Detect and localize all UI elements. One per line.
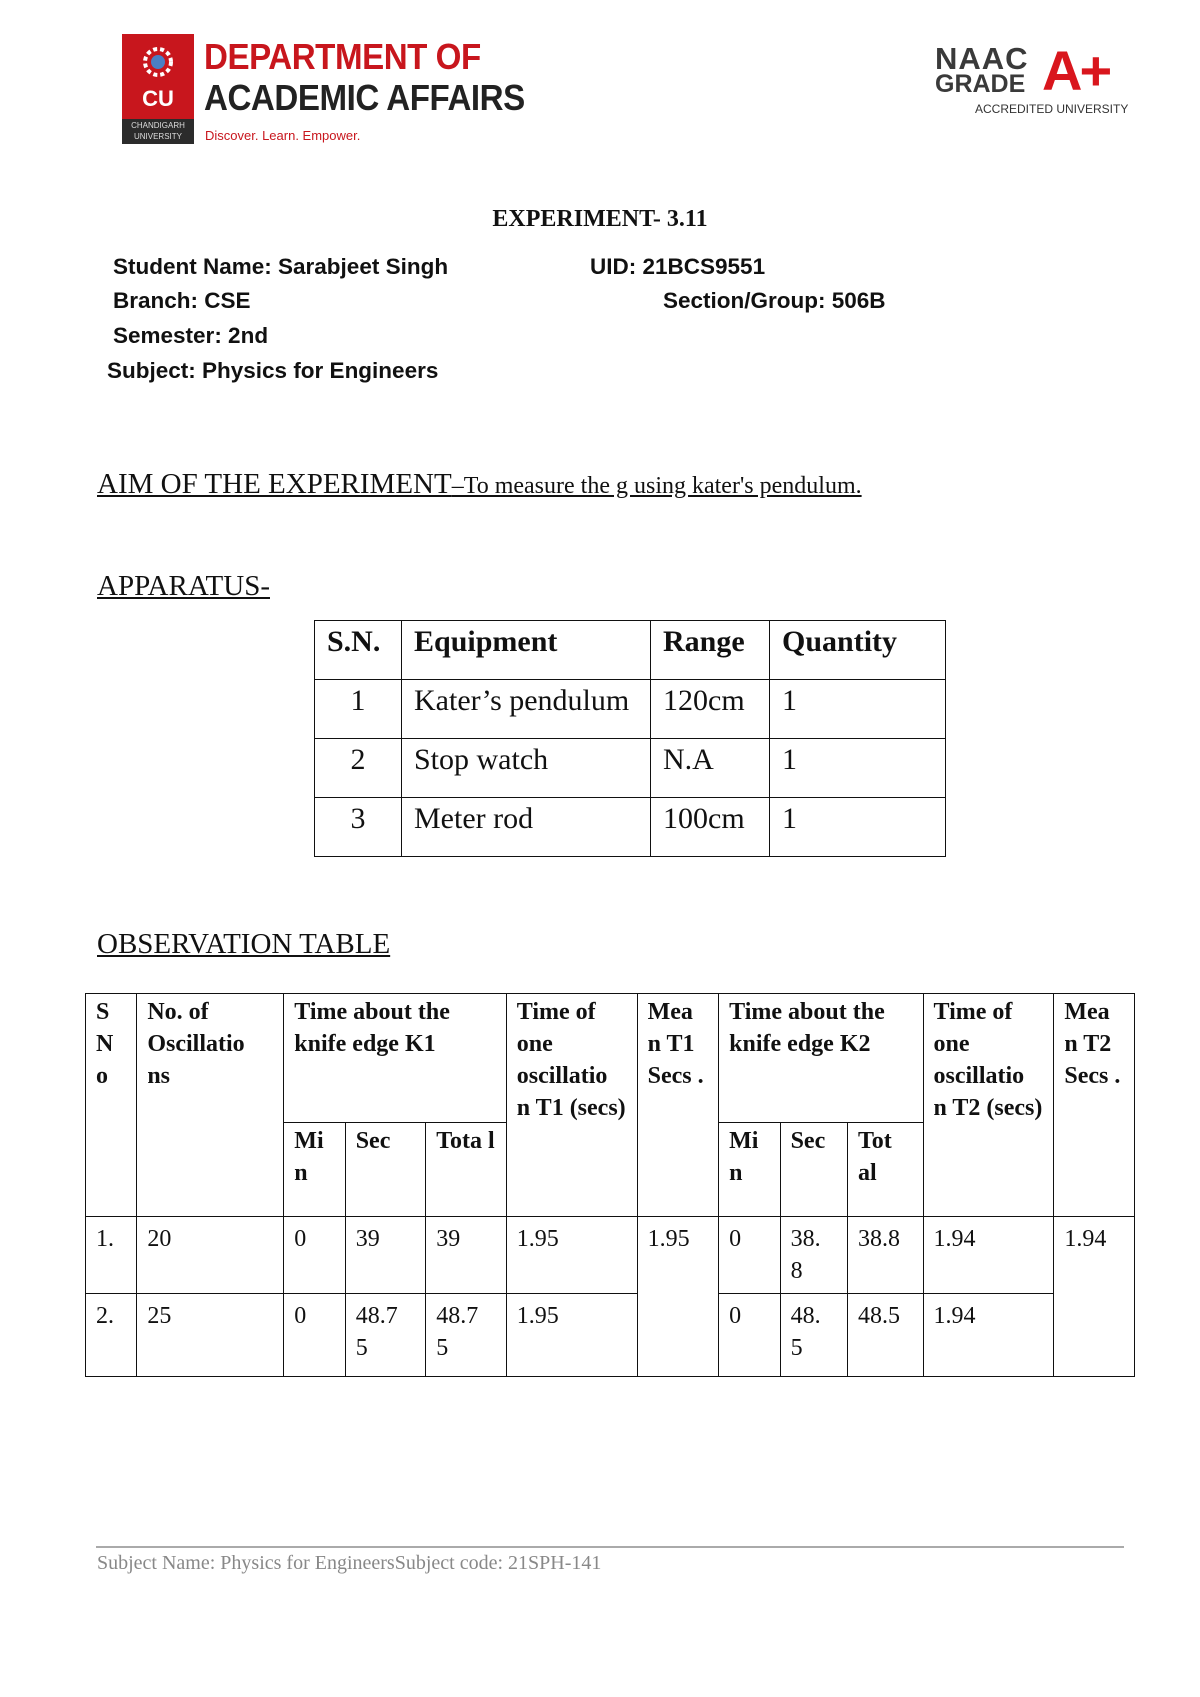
header-k1-total: Tota l — [426, 1123, 507, 1217]
cell-oscillations: 25 — [137, 1294, 284, 1377]
header-k2-min: Mi n — [719, 1123, 780, 1217]
student-uid: UID: 21BCS9551 — [590, 254, 766, 279]
cell-k1-min: 0 — [284, 1217, 345, 1294]
naac-accredited: ACCREDITED UNIVERSITY — [975, 102, 1129, 116]
cell-mean-t1: 1.95 — [637, 1217, 719, 1377]
cell-k2-sec: 38. 8 — [780, 1217, 847, 1294]
header-mean-t2: Mea n T2 Secs . — [1054, 994, 1135, 1217]
table-cell: 1 — [770, 680, 946, 739]
table-cell: N.A — [651, 739, 770, 798]
apparatus-header-row — [315, 621, 946, 680]
footer-divider — [96, 1546, 1124, 1548]
cell-k2-total: 48.5 — [848, 1294, 924, 1377]
table-row — [315, 680, 946, 739]
header-mean-t1: Mea n T1 Secs . — [637, 994, 719, 1217]
table-cell: 3 — [315, 798, 402, 857]
header-k1: Time about the knife edge K1 — [284, 994, 506, 1123]
experiment-title: EXPERIMENT- 3.11 — [492, 206, 708, 232]
column-header: Range — [651, 621, 770, 680]
student-section: Section/Group: 506B — [663, 288, 886, 313]
header-oscillations: No. of Oscillatio ns — [137, 994, 284, 1217]
cell-mean-t2: 1.94 — [1054, 1217, 1135, 1377]
department-title-line1: DEPARTMENT OF — [204, 36, 481, 77]
observation-header-row — [86, 994, 1135, 1123]
department-title — [204, 36, 525, 118]
header-k2-sec: Sec — [780, 1123, 847, 1217]
table-cell: 1 — [770, 739, 946, 798]
cell-k2-min: 0 — [719, 1294, 780, 1377]
header-k2: Time about the knife edge K2 — [719, 994, 923, 1123]
cell-t2: 1.94 — [923, 1294, 1054, 1377]
header-t1: Time of one oscillatio n T1 (secs) — [506, 994, 637, 1217]
table-row — [315, 798, 946, 857]
apparatus-table — [314, 620, 946, 857]
cell-k2-sec: 48. 5 — [780, 1294, 847, 1377]
observation-heading: OBSERVATION TABLE — [97, 928, 391, 960]
cell-k1-sec: 39 — [345, 1217, 426, 1294]
cell-sno: 1. — [86, 1217, 137, 1294]
cell-k1-sec: 48.7 5 — [345, 1294, 426, 1377]
table-row — [315, 739, 946, 798]
aim-section — [97, 468, 862, 501]
column-header: Quantity — [770, 621, 946, 680]
header-sno: S N o — [86, 994, 137, 1217]
cell-k1-min: 0 — [284, 1294, 345, 1377]
logo-caption: CHANDIGARH UNIVERSITY — [122, 119, 194, 144]
cell-t1: 1.95 — [506, 1294, 637, 1377]
cell-t1: 1.95 — [506, 1217, 637, 1294]
cell-k2-min: 0 — [719, 1217, 780, 1294]
student-name: Student Name: Sarabjeet Singh — [113, 254, 449, 279]
student-subject: Subject: Physics for Engineers — [107, 358, 439, 383]
table-cell: 120cm — [651, 680, 770, 739]
cell-k1-total: 48.7 5 — [426, 1294, 507, 1377]
gear-emblem-icon — [136, 42, 180, 82]
table-cell: 2 — [315, 739, 402, 798]
naac-grade: A+ — [1042, 39, 1110, 102]
table-row — [86, 1217, 1135, 1294]
naac-grade-label: GRADE — [935, 70, 1026, 98]
table-cell: 100cm — [651, 798, 770, 857]
cell-t2: 1.94 — [923, 1217, 1054, 1294]
column-header: Equipment — [402, 621, 651, 680]
aim-heading: AIM OF THE EXPERIMENT — [97, 468, 452, 500]
table-row — [86, 1294, 1135, 1377]
page-footer: Subject Name: Physics for EngineersSubject code: 21SPH-141 — [97, 1552, 602, 1574]
table-cell: Stop watch — [402, 739, 651, 798]
column-header: S.N. — [315, 621, 402, 680]
department-title-line2: ACADEMIC AFFAIRS — [204, 77, 525, 118]
tagline: Discover. Learn. Empower. — [205, 128, 361, 143]
naac-text: NAAC — [935, 41, 1029, 76]
cell-k2-total: 38.8 — [848, 1217, 924, 1294]
table-cell: Meter rod — [402, 798, 651, 857]
aim-text: –To measure the g using kater's pendulum. — [451, 473, 862, 499]
cell-sno: 2. — [86, 1294, 137, 1377]
table-cell: 1 — [770, 798, 946, 857]
cell-k1-total: 39 — [426, 1217, 507, 1294]
table-cell: Kater’s pendulum — [402, 680, 651, 739]
cell-oscillations: 20 — [137, 1217, 284, 1294]
header-k2-total: Tot al — [848, 1123, 924, 1217]
student-branch: Branch: CSE — [113, 288, 251, 313]
table-cell: 1 — [315, 680, 402, 739]
header-k1-sec: Sec — [345, 1123, 426, 1217]
header-t2: Time of one oscillatio n T2 (secs) — [923, 994, 1054, 1217]
header-k1-min: Mi n — [284, 1123, 345, 1217]
university-logo — [122, 34, 194, 144]
student-semester: Semester: 2nd — [113, 323, 269, 348]
logo-initials: CU — [142, 86, 174, 111]
apparatus-heading: APPARATUS- — [97, 570, 270, 602]
observation-table — [85, 993, 1135, 1377]
